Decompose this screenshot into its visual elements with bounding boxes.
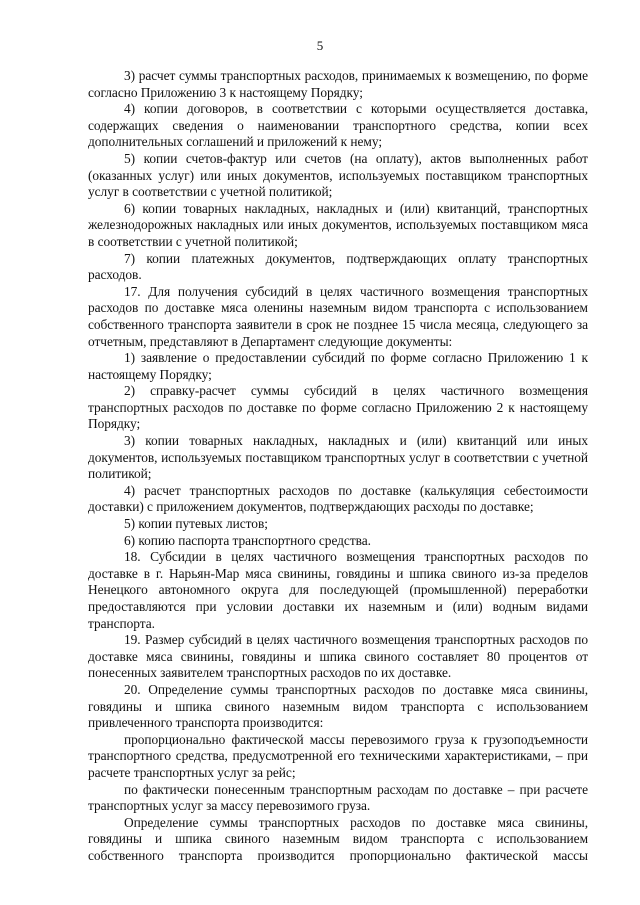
paragraph-clause-20-method-2: по фактически понесенным транспортным расходам по доставке – при расчете транспортных услуг за массу перевозимого груза. — [88, 781, 588, 814]
paragraph-clause-17-item-3: 3) копии товарных накладных, накладных и (или) квитанций или иных документов, используемых поставщиком транспортных услуг в соответствии с учетной политикой; — [88, 433, 588, 482]
paragraph-item-6: 6) копии товарных накладных, накладных и (или) квитанций, транспортных железнодорожных накладных или иных документов, используемых поставщиком мяса в соответствии с учетной политикой; — [88, 200, 588, 249]
paragraph-clause-17: 17. Для получения субсидий в целях частичного возмещения транспортных расходов по доставке мяса оленины наземным видом транспорта с использованием собственного транспорта заявители в срок не позднее 15 числа месяца, следующего за отчетным, представляют в Департамент следующие документы: — [88, 283, 588, 349]
document-body — [88, 68, 588, 865]
paragraph-clause-17-item-2: 2) справку-расчет суммы субсидий в целях частичного возмещения транспортных расходов по доставке по форме согласно Приложению 2 к настоящему Порядку; — [88, 383, 588, 432]
page-number: 5 — [316, 38, 324, 53]
paragraph-clause-17-item-4: 4) расчет транспортных расходов по доставке (калькуляция себестоимости доставки) с приложением документов, подтверждающих расходы по доставке; — [88, 482, 588, 515]
paragraph-clause-17-item-6: 6) копию паспорта транспортного средства. — [124, 532, 371, 548]
paragraph-clause-19: 19. Размер субсидий в целях частичного возмещения транспортных расходов по доставке мяса свинины, говядины и шпика свиного составляет 80 процентов от понесенных заявителем транспортных расходов по их доставке. — [88, 632, 588, 681]
paragraph-item-7: 7) копии платежных документов, подтверждающих оплату транспортных расходов. — [88, 250, 588, 283]
paragraph-item-4: 4) копии договоров, в соответствии с которыми осуществляется доставка, содержащих сведения о наименовании транспортного средства, копии всех дополнительных соглашений и приложений к нему; — [88, 101, 588, 150]
paragraph-item-5: 5) копии счетов-фактур или счетов (на оплату), актов выполненных работ (оказанных услуг) или иных документов, используемых поставщиком транспортных услуг в соответствии с учетной политикой; — [88, 150, 588, 200]
paragraph-own-transport: Определение суммы транспортных расходов по доставке мяса свинины, говядины и шпика свиного наземным видом транспорта с использованием собственного транспорта производится пропорционально фактической массы — [88, 814, 588, 863]
paragraph-clause-17-item-1: 1) заявление о предоставлении субсидий по форме согласно Приложению 1 к настоящему Порядку; — [88, 350, 588, 382]
paragraph-clause-17-item-5: 5) копии путевых листов; — [124, 516, 268, 532]
paragraph-clause-18: 18. Субсидии в целях частичного возмещения транспортных расходов по доставке в г. Нарьян-Мар мяса свинины, говядины и шпика свиного из-за пределов Ненецкого автономного округа для последующей (промышленной) переработки предоставляются при условии доставки их наземным и (или) водным видами транспорта. — [88, 549, 588, 631]
paragraph-clause-20: 20. Определение суммы транспортных расходов по доставке мяса свинины, говядины и шпика свиного наземным видом транспорта с использованием привлеченного транспорта производится: — [88, 681, 588, 731]
paragraph-item-3: 3) расчет суммы транспортных расходов, принимаемых к возмещению, по форме согласно Приложению 3 к настоящему Порядку; — [88, 68, 588, 100]
paragraph-clause-20-method-1: пропорционально фактической массы перевозимого груза к грузоподъемности транспортного средства, предусмотренной его техническими характеристиками, – при расчете транспортных услуг за рейс; — [88, 731, 588, 780]
